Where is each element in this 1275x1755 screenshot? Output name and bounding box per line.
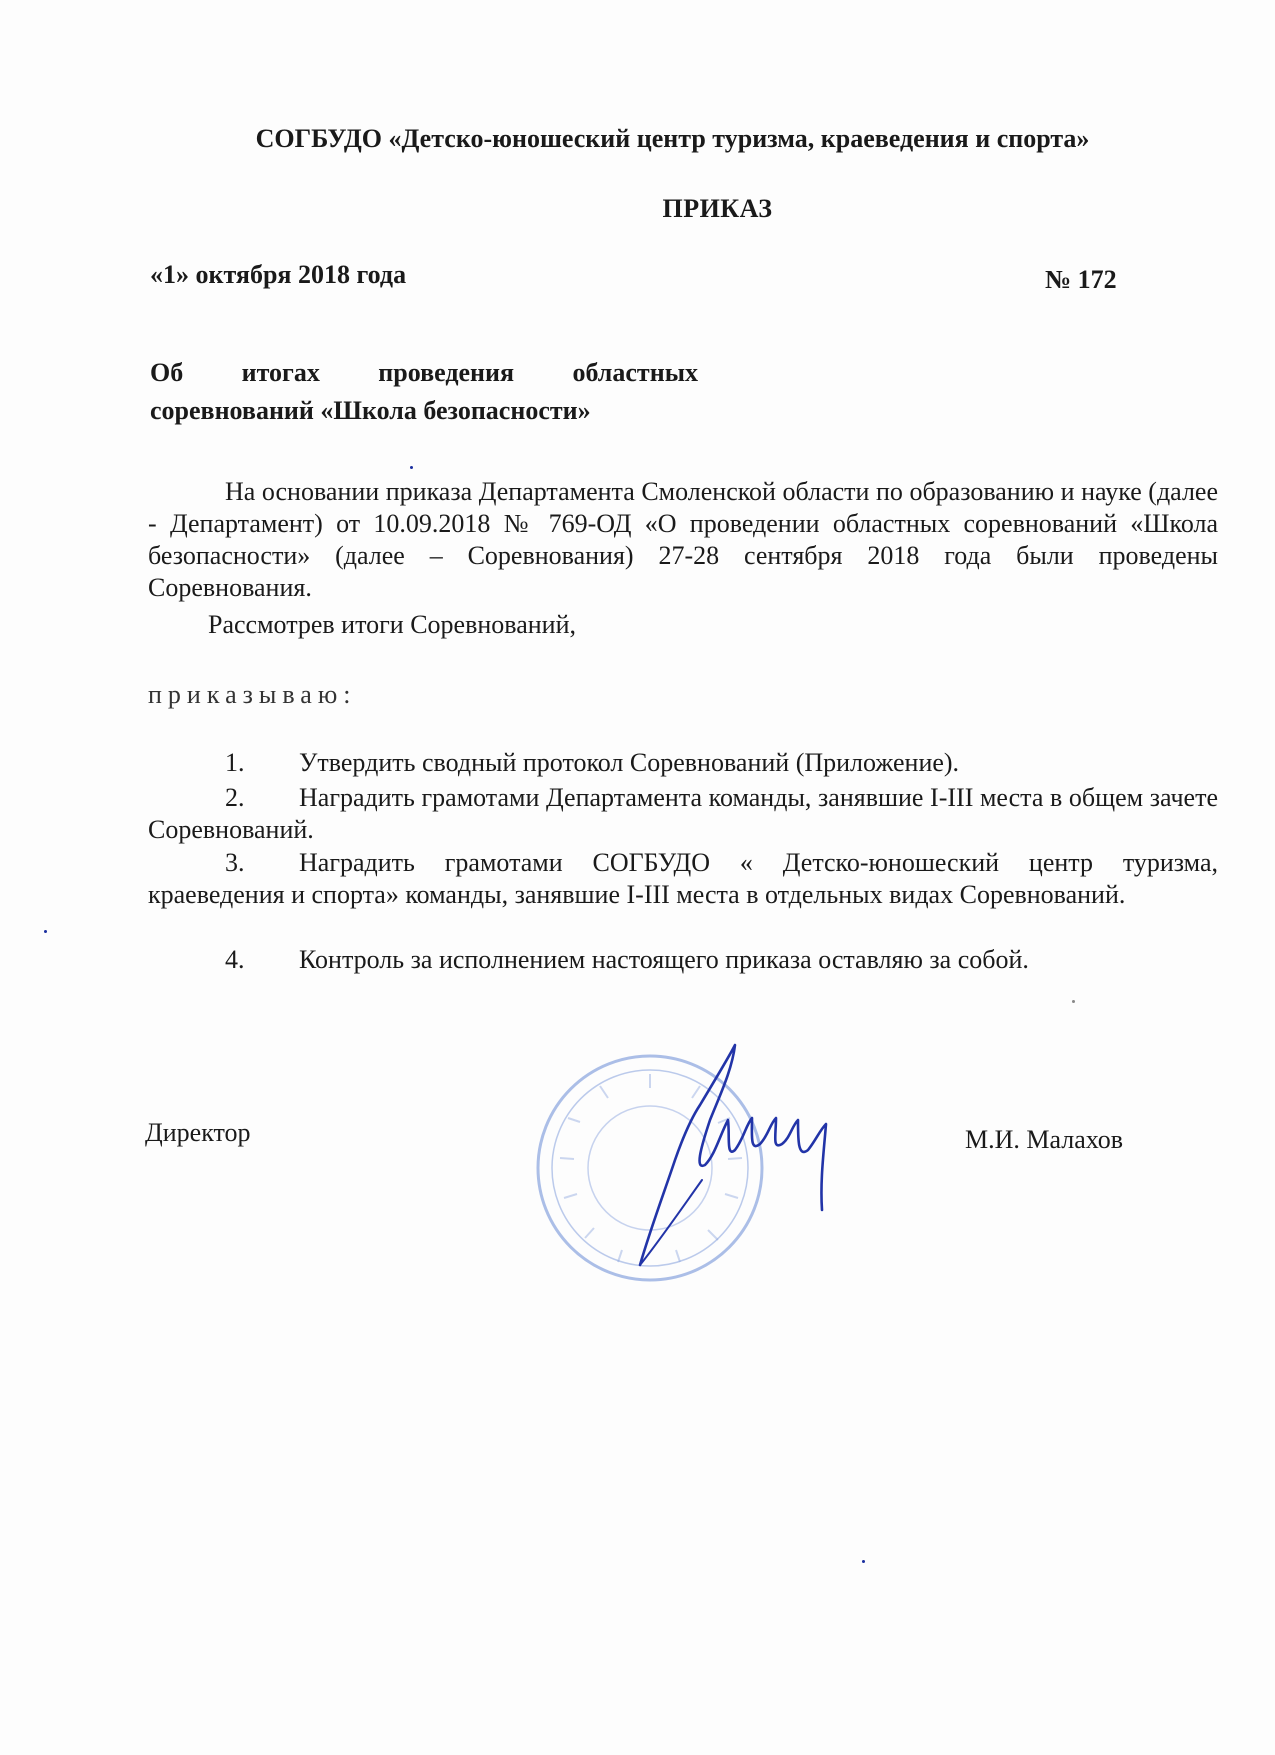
order-item-text: Утвердить сводный протокол Соревнований (Приложение).	[299, 748, 960, 777]
order-item	[148, 847, 1218, 911]
order-number: № 172	[1045, 265, 1117, 294]
subject-line-2: соревнований «Школа безопасности»	[150, 396, 591, 425]
scan-speck	[862, 1560, 865, 1563]
order-item-number: 1.	[225, 748, 245, 777]
scan-speck	[44, 930, 47, 933]
order-item-number: 4.	[225, 945, 245, 974]
scan-speck	[410, 466, 413, 469]
organization-title: СОГБУДО «Детско-юношеский центр туризма, краеведения и спорта»	[255, 124, 1090, 153]
order-item-text: Контроль за исполнением настоящего приказа оставляю за собой.	[299, 945, 1029, 974]
order-item	[148, 944, 1218, 976]
order-item-number: 2.	[225, 783, 245, 812]
document-type-heading: ПРИКАЗ	[662, 194, 773, 223]
preamble-paragraph: На основании приказа Департамента Смоленской области по образованию и науке (далее - Департамент) от 10.09.2018 № 769-ОД «О проведении областных соревнований «Школа безопасности» (далее – Соревнования) 27-28 сентября 2018 года были проведены Соревнования.	[148, 477, 1218, 602]
signatory-name: М.И. Малахов	[965, 1125, 1124, 1154]
order-item-text: Наградить грамотами СОГБУДО « Детско-юношеский центр туризма, краеведения и спорта» команды, занявшие I-III места в отдельных видах Соревнований.	[148, 848, 1218, 909]
order-subject	[150, 354, 698, 430]
handwritten-signature-icon	[620, 1040, 850, 1280]
signatory-role: Директор	[145, 1118, 251, 1147]
order-item-number: 3.	[225, 848, 245, 877]
order-item-text: Наградить грамотами Департамента команды, занявшие I-III места в общем зачете Соревнований.	[148, 783, 1218, 844]
order-item	[148, 782, 1218, 846]
order-date: «1» октября 2018 года	[150, 260, 407, 289]
decree-word: приказываю:	[148, 680, 357, 709]
scan-speck	[1072, 1000, 1075, 1003]
review-paragraph: Рассмотрев итоги Соревнований,	[208, 610, 576, 639]
subject-line-1: Об итогах проведения областных	[150, 358, 698, 387]
order-item	[148, 747, 1218, 779]
